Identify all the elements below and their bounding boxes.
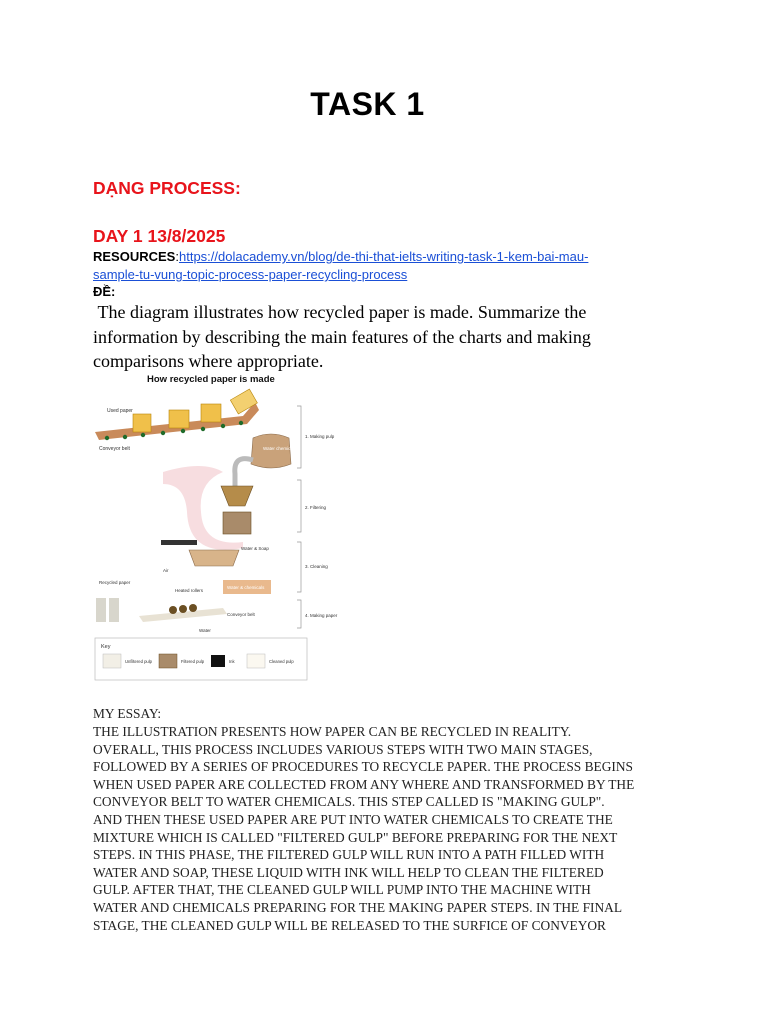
key-cleaned-label: Cleaned pulp — [269, 659, 294, 664]
resources-line — [93, 248, 693, 284]
de-label: ĐỀ: — [93, 284, 116, 299]
cleaning-trough — [189, 550, 239, 566]
essay-line: CONVEYOR BELT TO WATER CHEMICALS. THIS STEP CALLED IS "MAKING GULP". — [93, 794, 605, 810]
heated-roller — [179, 605, 187, 613]
flow-decoration — [163, 466, 243, 550]
label-water-chemicals-2: Water & chemicals — [227, 585, 265, 590]
resources-separator: : — [175, 249, 179, 264]
essay-line: OVERALL, THIS PROCESS INCLUDES VARIOUS STEPS WITH TWO MAIN STAGES, — [93, 741, 593, 757]
essay-body — [93, 723, 683, 934]
key-unfiltered-label: Unfiltered pulp — [125, 659, 153, 664]
belt-roller — [181, 429, 185, 433]
key-filtered-swatch — [159, 654, 177, 668]
belt-roller — [239, 421, 243, 425]
step-label-4: 4. Making paper — [305, 613, 338, 618]
label-water-soap: Water & Soap — [241, 546, 269, 551]
pipe — [235, 459, 253, 486]
label-used-paper: Used paper — [107, 408, 133, 414]
key-cleaned-swatch — [247, 654, 265, 668]
heated-roller — [169, 606, 177, 614]
belt-roller — [161, 431, 165, 435]
key-ink-label: Ink — [229, 659, 235, 664]
step-label-2: 2. Filtering — [305, 505, 327, 510]
label-conveyor-belt: Conveyor belt — [99, 446, 130, 452]
filtered-pulp-tank — [223, 512, 251, 534]
belt-roller — [105, 436, 109, 440]
label-heated-rollers: Heated rollers — [175, 588, 204, 593]
essay-line: GULP. AFTER THAT, THE CLEANED GULP WILL PUMP INTO THE MACHINE WITH — [93, 882, 591, 898]
label-recycled-paper: Recycled paper — [99, 580, 131, 585]
paper-stack-1 — [133, 414, 151, 432]
label-water: Water — [199, 628, 211, 633]
task-prompt: The diagram illustrates how recycled paper is made. Summarize the information by describing the main features of the charts and making comparisons where appropriate. — [93, 302, 596, 371]
chemical-tank — [251, 434, 291, 468]
label-water-chemicals: Water chemicals — [263, 446, 297, 451]
heated-roller — [189, 604, 197, 612]
key-ink-swatch — [211, 655, 225, 667]
label-conveyor-belt-2: Conveyor belt — [227, 612, 255, 617]
label-air: Air — [163, 568, 169, 573]
recycling-diagram — [93, 372, 345, 684]
recycled-paper-roll — [109, 598, 119, 622]
page-title: TASK 1 — [310, 86, 425, 122]
essay-line: MIXTURE WHICH IS CALLED "FILTERED GULP" BEFORE PREPARING FOR THE NEXT — [93, 829, 618, 845]
recycled-paper-roll — [96, 598, 106, 622]
belt-roller — [221, 424, 225, 428]
key-unfiltered-swatch — [103, 654, 121, 668]
essay-line: FOLLOWED BY A SERIES OF PROCEDURES TO RECYCLE PAPER. THE PROCESS BEGINS — [93, 759, 633, 775]
day-heading: DAY 1 13/8/2025 — [93, 226, 226, 246]
step-bracket-1 — [297, 406, 301, 468]
section-heading: DẠNG PROCESS: — [93, 178, 241, 198]
recycling-diagram-svg — [93, 372, 345, 684]
step-label-3: 3. Cleaning — [305, 564, 328, 569]
essay-line: WATER AND SOAP, THESE LIQUID WITH INK WILL HELP TO CLEAN THE FILTERED — [93, 864, 604, 880]
paper-stack-2 — [169, 410, 189, 428]
step-label-1: 1. Making pulp — [305, 434, 335, 439]
step-bracket-2 — [297, 480, 301, 532]
step-bracket-3 — [297, 542, 301, 592]
paper-stack-3 — [201, 404, 221, 422]
essay-line: STAGE, THE CLEANED GULP WILL BE RELEASED TO THE SURFICE OF CONVEYOR — [93, 917, 606, 933]
essay-line: AND THEN THESE USED PAPER ARE PUT INTO WATER CHEMICALS TO CREATE THE — [93, 811, 613, 827]
essay-line: STEPS. IN THIS PHASE, THE FILTERED GULP WILL RUN INTO A PATH FILLED WITH — [93, 847, 605, 863]
resources-link-line1: https://dolacademy.vn/blog/de-thi-that-ielts-writing-task-1-kem-bai-mau- — [178, 249, 589, 264]
belt-roller — [201, 427, 205, 431]
belt-roller — [123, 435, 127, 439]
diagram-title: How recycled paper is made — [147, 374, 275, 385]
essay-line: THE ILLUSTRATION PRESENTS HOW PAPER CAN BE RECYCLED IN REALITY. — [93, 724, 572, 739]
essay-label: MY ESSAY: — [93, 706, 162, 721]
essay-line: WATER AND CHEMICALS PREPARING FOR THE MAKING PAPER STEPS. IN THE FINAL — [93, 899, 622, 915]
ink-pipe — [161, 540, 197, 545]
key-title: Key — [101, 644, 111, 650]
belt-roller — [141, 433, 145, 437]
filter-basket — [221, 486, 253, 506]
resources-link-line2: sample-tu-vung-topic-process-paper-recycling-process — [93, 267, 408, 282]
key-filtered-label: Filtered pulp — [181, 659, 205, 664]
essay-line: WHEN USED PAPER ARE COLLECTED FROM ANY WHERE AND TRANSFORMED BY THE — [93, 776, 635, 792]
step-bracket-4 — [297, 600, 301, 628]
resources-label: RESOURCES — [93, 249, 176, 264]
